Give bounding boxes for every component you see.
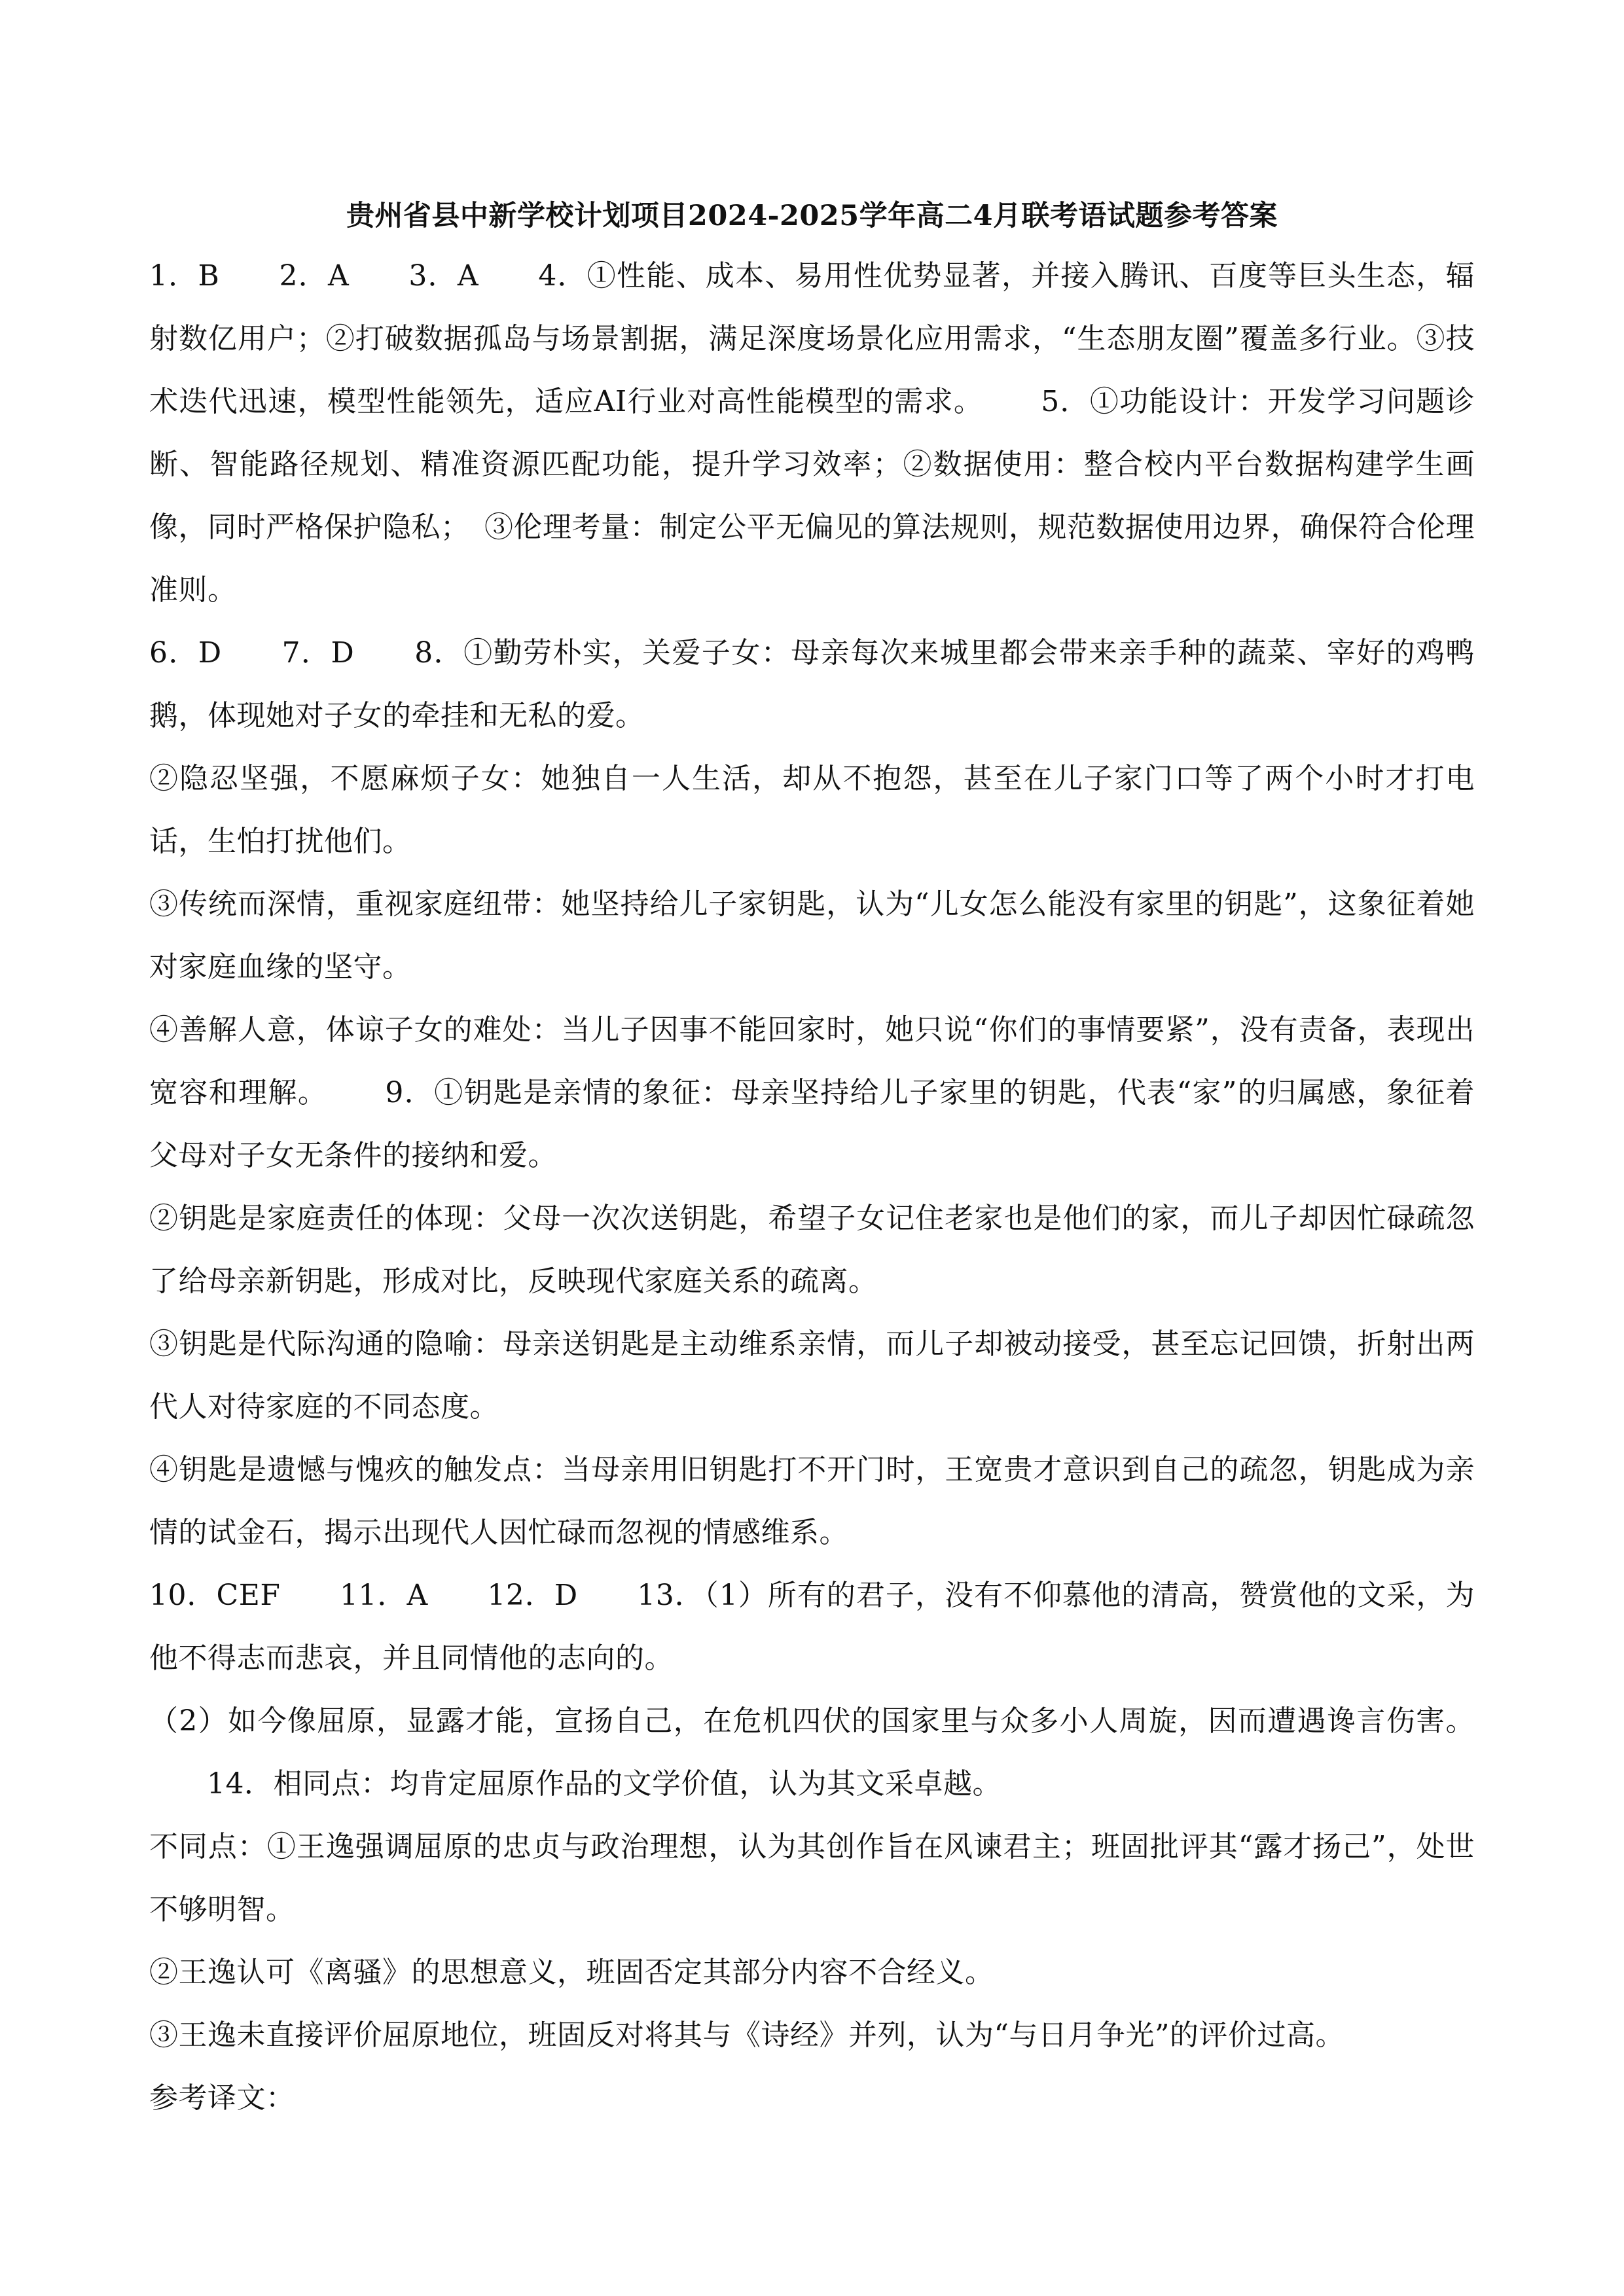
answer-text-5: 5．①功能设计：开发学习问题诊断、智能路径规划、精准资源匹配功能，提升学习效率；②数据使用：整合校内平台数据构建学生画像，同时严格保护隐私； ③伦理考量：制定公平无偏见的算法规则，规范数据使用边界，确保符合伦理准则。 (149, 385, 1475, 607)
answer-paragraph-9-point-2 (149, 1187, 1475, 1313)
answer-paragraph-14-difference-3 (149, 2004, 1475, 2067)
answer-text-6-8: 6．D 7．D 8．①勤劳朴实，关爱子女：母亲每次来城里都会带来亲手种的蔬菜、宰好的鸡鸭鹅，体现她对子女的牵挂和无私的爱。 (149, 636, 1475, 732)
answer-text-9-point-2: ②钥匙是家庭责任的体现：父母一次次送钥匙，希望子女记住老家也是他们的家，而儿子却因忙碌疏忽了给母亲新钥匙，形成对比，反映现代家庭关系的疏离。 (149, 1202, 1475, 1298)
answer-text-10-13: 10．CEF 11．A 12．D 13．（1）所有的君子，没有不仰慕他的清高，赞赏他的文采，为他不得志而悲哀，并且同情他的志向的。 (149, 1579, 1475, 1675)
answer-text-14-difference-2: ②王逸认可《离骚》的思想意义，班固否定其部分内容不合经义。 (149, 1956, 994, 1989)
answer-text-14-difference-1: 不同点：①王逸强调屈原的忠贞与政治理想，认为其创作旨在风谏君主；班固批评其“露才扬己”，处世不够明智。 (149, 1830, 1475, 1926)
answer-paragraph-13-2-and-14 (149, 1690, 1475, 1816)
answer-text-9-point-4: ④钥匙是遗憾与愧疚的触发点：当母亲用旧钥匙打不开门时，王宽贵才意识到自己的疏忽，钥匙成为亲情的试金石，揭示出现代人因忙碌而忽视的情感维系。 (149, 1453, 1475, 1549)
reference-translation-label: 参考译文： (149, 2081, 295, 2115)
answer-text-8-point-4: ④善解人意，体谅子女的难处：当儿子因事不能回家时，她只说“你们的事情要紧”，没有责备，表现出宽容和理解。 (149, 1013, 1475, 1109)
answer-text-14-difference-3: ③王逸未直接评价屈原地位，班固反对将其与《诗经》并列，认为“与日月争光”的评价过高。 (149, 2018, 1344, 2052)
answer-paragraph-6-8 (149, 622, 1475, 747)
answer-paragraph-1-5 (149, 245, 1475, 622)
answer-text-8-point-2: ②隐忍坚强，不愿麻烦子女：她独自一人生活，却从不抱怨，甚至在儿子家门口等了两个小时才打电话，生怕打扰他们。 (149, 762, 1475, 858)
answer-text-9-point-3: ③钥匙是代际沟通的隐喻：母亲送钥匙是主动维系亲情，而儿子却被动接受，甚至忘记回馈，折射出两代人对待家庭的不同态度。 (149, 1327, 1475, 1424)
answer-paragraph-14-difference-1 (149, 1816, 1475, 1941)
answer-text-9-point-1: 9．①钥匙是亲情的象征：母亲坚持给儿子家里的钥匙，代表“家”的归属感，象征着父母对子女无条件的接纳和爱。 (149, 1076, 1475, 1172)
answer-paragraph-9-point-3 (149, 1313, 1475, 1439)
answer-text-1-4: 1．B 2．A 3．A 4．①性能、成本、易用性优势显著，并接入腾讯、百度等巨头生态，辐射数亿用户；②打破数据孤岛与场景割据，满足深度场景化应用需求，“生态朋友圈”覆盖多行业。③技术迭代迅速，模型性能领先，适应AI行业对高性能模型的需求。 (149, 259, 1475, 418)
answer-paragraph-9-point-4 (149, 1439, 1475, 1564)
answer-text-8-point-3: ③传统而深情，重视家庭纽带：她坚持给儿子家钥匙，认为“儿女怎么能没有家里的钥匙”，这象征着她对家庭血缘的坚守。 (149, 888, 1475, 984)
answer-paragraph-14-difference-2 (149, 1941, 1475, 2004)
answer-paragraph-10-13 (149, 1564, 1475, 1690)
answer-paragraph-8-point-4-and-9 (149, 999, 1475, 1187)
answer-paragraph-8-point-3 (149, 873, 1475, 999)
answer-paragraph-8-point-2 (149, 747, 1475, 873)
document-title: 贵州省县中新学校计划项目2024-2025学年高二4月联考语试题参考答案 (346, 200, 1278, 232)
answer-text-14-similarity: 14．相同点：均肯定屈原作品的文学价值，认为其文采卓越。 (207, 1767, 1001, 1801)
answer-text-13-2: （2）如今像屈原，显露才能，宣扬自己，在危机四伏的国家里与众多小人周旋，因而遭遇谗言伤害。 (149, 1704, 1475, 1738)
reference-translation-heading (149, 2067, 1475, 2130)
